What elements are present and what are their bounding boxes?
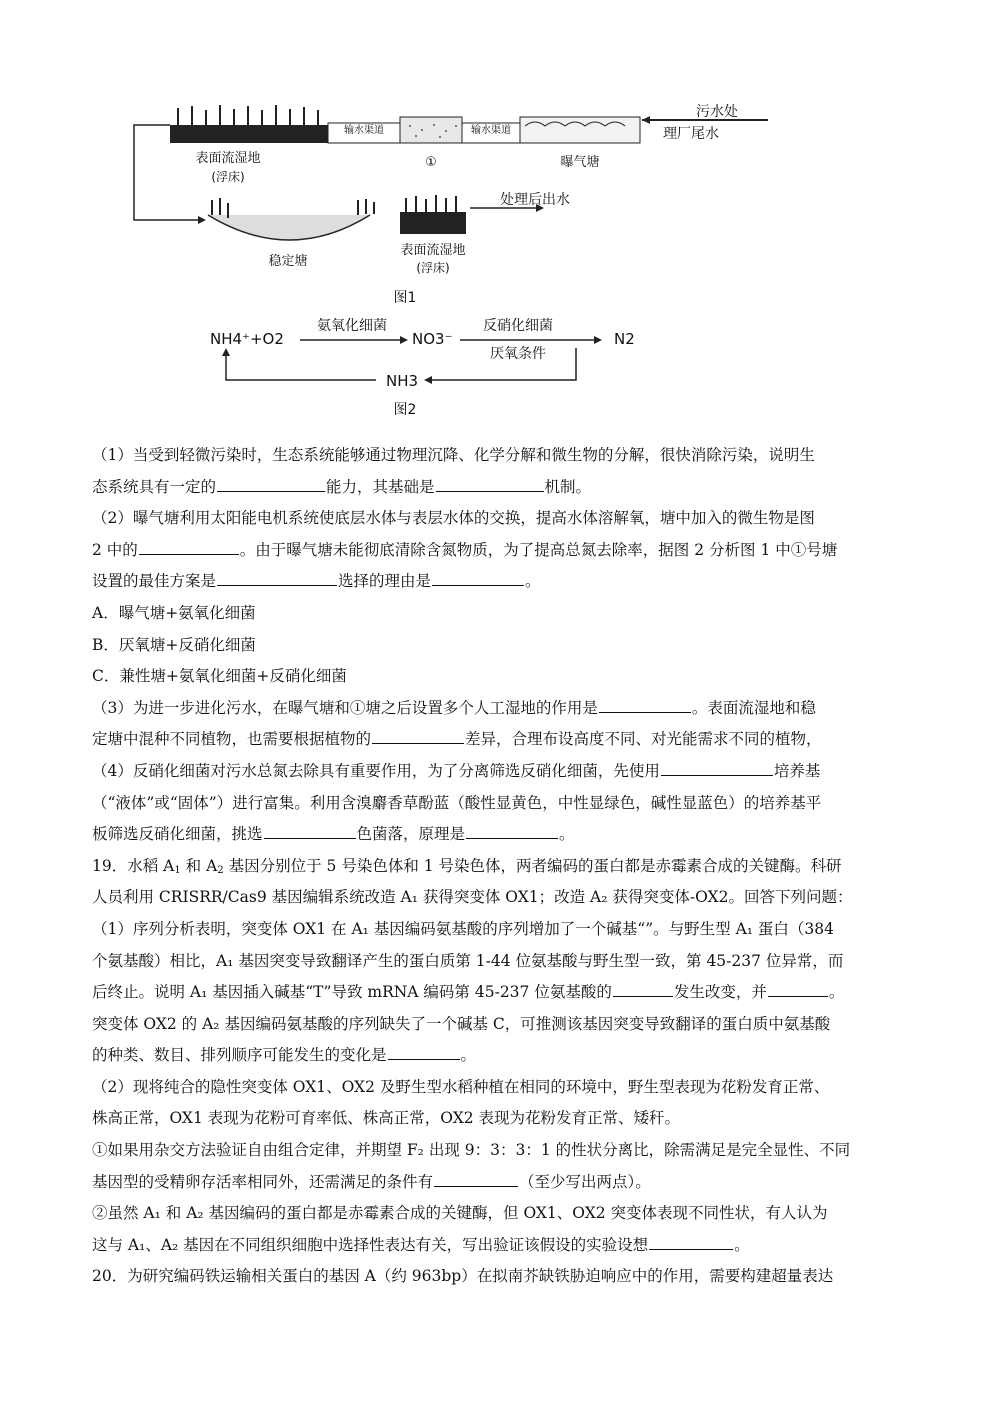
- answer-blank[interactable]: [217, 569, 337, 586]
- answer-blank[interactable]: [613, 980, 673, 997]
- q19-1-line-d: 突变体 OX2 的 A₂ 基因编码氨基酸的序列缺失了一个碱基 C，可推测该基因突变导致翻译的蛋白质中氨基酸: [92, 1014, 831, 1033]
- q19-2-line-d: 基因型的受精卵存活率相同外，还需满足的条件有 （至少写出两点）。: [92, 1167, 910, 1199]
- q4-line-c: 板筛选反硝化细菌，挑选 色菌落，原理是 。: [92, 819, 910, 851]
- q4-line-b: （“液体”或“固体”）进行富集。利用含溴麝香草酚蓝（酸性显黄色，中性显绿色，碱性显蓝色）的培养基平: [92, 793, 822, 812]
- q19-line-b: 人员利用 CRISRR/Cas9 基因编辑系统改造 A₁ 获得突变体 OX1；改造 A₂ 获得突变体-OX2。回答下列问题：: [92, 888, 853, 907]
- fig2-arrow2-top: 反硝化细菌: [483, 318, 553, 334]
- option-a: A．曝气塘+氨氧化细菌: [92, 603, 256, 622]
- q3-line-a: （3）为进一步进化污水，在曝气塘和①塘之后设置多个人工湿地的作用是 。表面流湿地和稳: [92, 693, 910, 725]
- fig2-intermediate: NO3⁻: [412, 330, 453, 348]
- source-label-1: 污水处: [696, 104, 738, 120]
- q19-2-line-c: ①如果用杂交方法验证自由组合定律，并期望 F₂ 出现 9：3：3：1 的性状分离比，除需满足是完全显性、不同: [92, 1141, 851, 1160]
- q19-2-line-e: ②虽然 A₁ 和 A₂ 基因编码的蛋白都是赤霉素合成的关键酶，但 OX1、OX2 突变体表现不同性状，有人认为: [92, 1204, 828, 1223]
- fig2-arrow2-bottom: 厌氧条件: [490, 346, 546, 362]
- wetland1-sub: (浮床): [211, 170, 245, 184]
- q2-line-c: 设置的最佳方案是 选择的理由是 。: [92, 566, 910, 598]
- channel2-label: 输水渠道: [471, 125, 511, 136]
- answer-blank[interactable]: [264, 822, 356, 839]
- wetland2-sub: (浮床): [416, 261, 450, 275]
- stable-pond-shape: [208, 215, 370, 240]
- q4-line-a: （4）反硝化细菌对污水总氮去除具有重要作用，为了分离筛选反硝化细菌，先使用 培养基: [92, 756, 910, 788]
- wetland1-block: [170, 125, 328, 143]
- q2-line-a: （2）曝气塘利用太阳能电机系统使底层水体与表层水体的交换，提高水体溶解氧，塘中加入的微生物是图: [92, 509, 815, 528]
- answer-blank[interactable]: [388, 1043, 460, 1060]
- answer-blank[interactable]: [599, 696, 691, 713]
- pond1-box: [400, 117, 462, 143]
- aeration-label: 曝气塘: [560, 155, 600, 170]
- option-c: C．兼性塘+氨氧化细菌+反硝化细菌: [92, 667, 347, 686]
- q20-line-a: 20．为研究编码铁运输相关蛋白的基因 A（约 963bp）在拟南芥缺铁胁迫响应中的作用，需要构建超量表达: [92, 1267, 834, 1286]
- wetland2-plants: [406, 195, 456, 212]
- answer-blank[interactable]: [372, 727, 464, 744]
- aeration-box: [520, 117, 640, 143]
- option-b: B．厌氧塘+反硝化细菌: [92, 635, 256, 654]
- q19-1-line-b: 个氨基酸）相比，A₁ 基因突变导致翻译产生的蛋白质第 1-44 位氨基酸与野生型一致，第 45-237 位异常，而: [92, 951, 844, 970]
- q2-line-b: 2 中的 。由于曝气塘未能彻底清除含氮物质，为了提高总氮去除率，据图 2 分析图 1 中①号塘: [92, 535, 910, 567]
- fig2-return-product: NH3: [385, 372, 419, 390]
- answer-blank[interactable]: [139, 538, 239, 555]
- wetland2-label: 表面流湿地: [400, 243, 466, 258]
- q19-2-line-b: 株高正常，OX1 表现为花粉可育率低、株高正常，OX2 表现为花粉发育正常、矮秆。: [92, 1109, 681, 1128]
- q19-2-line-f: 这与 A₁、A₂ 基因在不同组织细胞中选择性表达有关，写出验证该假设的实验设想 。: [92, 1230, 910, 1262]
- q19-1-line-c: 后终止。说明 A₁ 基因插入碱基“T”导致 mRNA 编码第 45-237 位氨基酸的 发生改变，并 。: [92, 977, 910, 1009]
- answer-blank[interactable]: [466, 822, 558, 839]
- channel1-label: 输水渠道: [344, 125, 384, 136]
- answer-blank[interactable]: [434, 1170, 518, 1187]
- fig2-return-left: [226, 352, 376, 380]
- answer-blank[interactable]: [432, 569, 524, 586]
- fig2-caption: 图2: [393, 402, 417, 418]
- q1-line-a: （1）当受到轻微污染时，生态系统能够通过物理沉降、化学分解和微生物的分解，很快消除污染，说明生: [92, 446, 815, 464]
- answer-blank[interactable]: [649, 1233, 733, 1250]
- q3-line-b: 定塘中混种不同植物，也需要根据植物的 差异，合理布设高度不同、对光能需求不同的植物，: [92, 724, 910, 756]
- pond1-label: ①: [425, 155, 437, 170]
- q19-line-a: 19．水稻 $A_1$ 和 $A_2$ 基因分别位于 5 号染色体和 1 号染色体，两者编码的蛋白都是赤霉素合成的关键酶。科研: [92, 856, 842, 876]
- q19-1-line-a: （1）序列分析表明，突变体 OX1 在 A₁ 基因编码氨基酸的序列增加了一个碱基“”。与野生型 A₁ 蛋白（384: [92, 919, 835, 938]
- wastewater-diagram: [120, 90, 738, 420]
- fig2-arrow1-label: 氨氧化细菌: [317, 318, 387, 334]
- stable-pond-label: 稳定塘: [268, 254, 308, 269]
- q1-line-b: 态系统具有一定的 能力，其基础是 机制。: [92, 472, 910, 504]
- outflow-label: 处理后出水: [500, 192, 570, 208]
- fig1-caption: 图1: [393, 290, 417, 306]
- figure-area: [120, 90, 738, 420]
- wetland1-label: 表面流湿地: [195, 151, 261, 166]
- answer-blank[interactable]: [436, 475, 544, 492]
- wetland2-block: [400, 212, 466, 234]
- answer-blank[interactable]: [217, 475, 325, 492]
- wetland1-plants: [178, 105, 318, 125]
- fig2-reactant: NH4⁺+O2: [210, 330, 284, 348]
- fig2-product: N2: [614, 330, 635, 348]
- answer-blank[interactable]: [661, 759, 773, 776]
- q19-1-line-e: 的种类、数目、排列顺序可能发生的变化是 。: [92, 1040, 910, 1072]
- answer-blank[interactable]: [768, 980, 828, 997]
- source-label-2: 理厂尾水: [663, 126, 719, 142]
- question-text: [92, 440, 910, 1293]
- q19-2-line-a: （2）现将纯合的隐性突变体 OX1、OX2 及野生型水稻种植在相同的环境中，野生型表现为花粉发育正常、: [92, 1077, 830, 1096]
